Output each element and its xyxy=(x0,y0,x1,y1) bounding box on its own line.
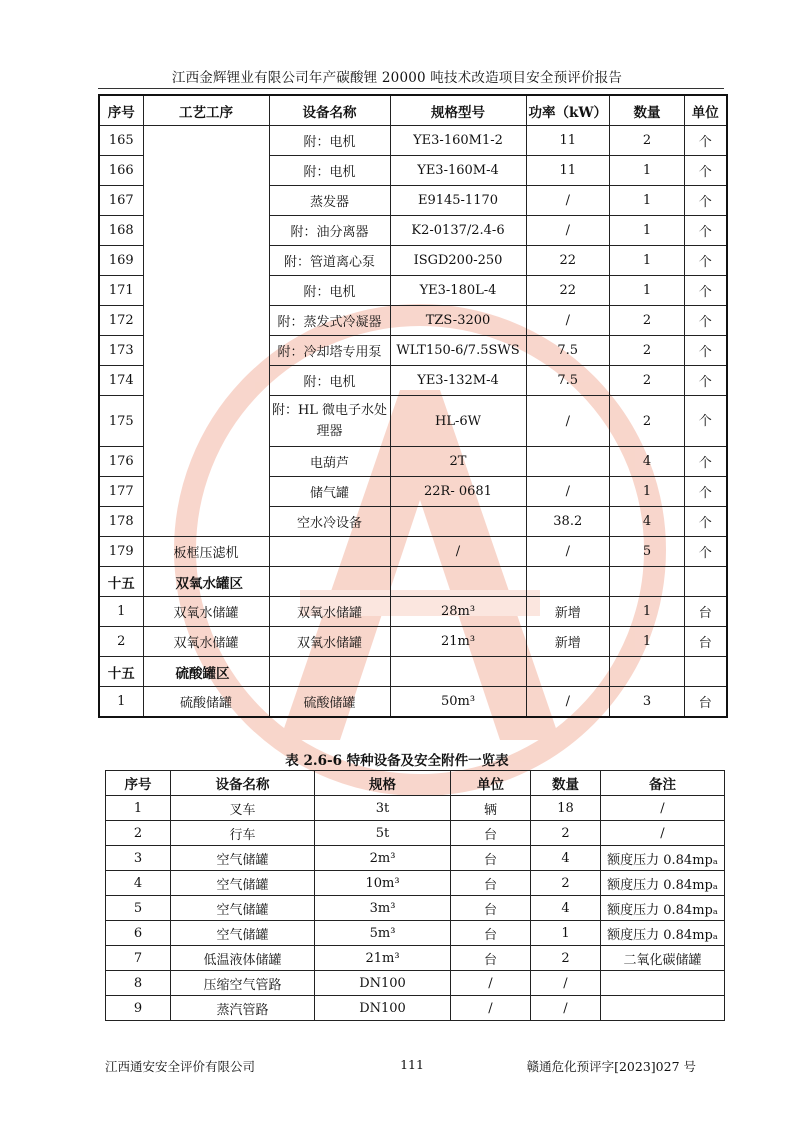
table-row xyxy=(106,946,725,971)
cell-no: 172 xyxy=(99,306,143,336)
cell-spec: 5t xyxy=(315,821,451,846)
cell-qty: 2 xyxy=(531,871,601,896)
footer-doc-number: 赣通危化预评字[2023]027 号 xyxy=(526,1059,696,1074)
col-header-no: 序号 xyxy=(99,95,143,126)
cell-unit: 个 xyxy=(685,366,727,396)
cell-unit: 个 xyxy=(685,507,727,537)
cell-unit: 台 xyxy=(451,921,531,946)
col-header-power: 功率（kW） xyxy=(526,95,610,126)
cell-no: 2 xyxy=(99,627,143,657)
cell-qty: 1 xyxy=(610,186,685,216)
cell-power: / xyxy=(526,306,610,336)
section-row-hydrogen-peroxide xyxy=(99,567,727,597)
cell-model: 50m³ xyxy=(390,687,526,718)
cell-no: 178 xyxy=(99,507,143,537)
cell-no: 1 xyxy=(99,597,143,627)
table-row xyxy=(99,627,727,657)
cell-power: 新增 xyxy=(526,597,610,627)
cell-equipment: 电葫芦 xyxy=(269,447,390,477)
cell-equipment: 附：HL 微电子水处理器 xyxy=(269,396,390,447)
cell-no: 4 xyxy=(106,871,171,896)
cell-no: 7 xyxy=(106,946,171,971)
col-header-equipment: 设备名称 xyxy=(171,771,315,796)
cell-process: 双氧水储罐 xyxy=(143,597,269,627)
cell-equipment: 空水冷设备 xyxy=(269,507,390,537)
cell-unit: 个 xyxy=(685,186,727,216)
cell-unit: 台 xyxy=(451,846,531,871)
table-row xyxy=(99,597,727,627)
table-row xyxy=(106,796,725,821)
cell-model: HL-6W xyxy=(390,396,526,447)
cell-power: 11 xyxy=(526,126,610,156)
cell-no: 173 xyxy=(99,336,143,366)
cell-unit: 个 xyxy=(685,336,727,366)
cell-no: 169 xyxy=(99,246,143,276)
cell-model: 2T xyxy=(390,447,526,477)
table-row xyxy=(106,971,725,996)
cell-remark xyxy=(601,971,725,996)
cell-unit: 台 xyxy=(451,946,531,971)
cell-model: ISGD200-250 xyxy=(390,246,526,276)
cell-unit: 个 xyxy=(685,396,727,447)
cell-model: 28m³ xyxy=(390,597,526,627)
cell-equipment: 储气罐 xyxy=(269,477,390,507)
table-row xyxy=(106,921,725,946)
col-header-no: 序号 xyxy=(106,771,171,796)
cell-power: 38.2 xyxy=(526,507,610,537)
cell-process: 硫酸储罐 xyxy=(143,687,269,718)
cell-spec: DN100 xyxy=(315,996,451,1021)
cell-spec: 10m³ xyxy=(315,871,451,896)
cell-no: 6 xyxy=(106,921,171,946)
cell-remark: / xyxy=(601,821,725,846)
cell-equipment: 空气储罐 xyxy=(171,921,315,946)
cell-unit: 台 xyxy=(685,627,727,657)
table-row xyxy=(106,846,725,871)
table-row xyxy=(106,821,725,846)
cell-equipment: 附：电机 xyxy=(269,156,390,186)
cell-no: 165 xyxy=(99,126,143,156)
cell-equipment: 空气储罐 xyxy=(171,846,315,871)
cell-equipment: 蒸汽管路 xyxy=(171,996,315,1021)
cell-power: / xyxy=(526,216,610,246)
cell-qty: 2 xyxy=(610,396,685,447)
cell-model: YE3-132M-4 xyxy=(390,366,526,396)
cell-qty: 1 xyxy=(610,276,685,306)
cell-qty: 2 xyxy=(610,126,685,156)
cell-equipment: 附：电机 xyxy=(269,366,390,396)
cell-no: 1 xyxy=(99,687,143,718)
cell-equipment: 双氧水储罐 xyxy=(269,627,390,657)
equipment-table xyxy=(98,94,728,718)
cell-process: 板框压滤机 xyxy=(143,537,269,567)
cell-equipment: 压缩空气管路 xyxy=(171,971,315,996)
cell-equipment: 附：管道离心泵 xyxy=(269,246,390,276)
table-row xyxy=(106,896,725,921)
cell-model: E9145-1170 xyxy=(390,186,526,216)
cell-no: 8 xyxy=(106,971,171,996)
cell-no: 168 xyxy=(99,216,143,246)
cell-equipment: 附：油分离器 xyxy=(269,216,390,246)
section-no: 十五 xyxy=(99,567,143,597)
cell-qty: 2 xyxy=(610,366,685,396)
cell-no: 177 xyxy=(99,477,143,507)
table-row xyxy=(106,996,725,1021)
cell-remark: 额度压力 0.84mpₐ xyxy=(601,921,725,946)
col-header-model: 规格型号 xyxy=(390,95,526,126)
cell-qty: / xyxy=(531,996,601,1021)
section-row-sulfuric-acid xyxy=(99,657,727,687)
cell-remark: 二氧化碳储罐 xyxy=(601,946,725,971)
table-row xyxy=(106,871,725,896)
cell-spec: 5m³ xyxy=(315,921,451,946)
cell-remark: 额度压力 0.84mpₐ xyxy=(601,846,725,871)
cell-no: 2 xyxy=(106,821,171,846)
cell-qty: 1 xyxy=(610,477,685,507)
table-row xyxy=(99,687,727,718)
cell-power: / xyxy=(526,537,610,567)
cell-no: 167 xyxy=(99,186,143,216)
cell-power: 22 xyxy=(526,276,610,306)
cell-qty: 1 xyxy=(610,156,685,186)
section-no: 十五 xyxy=(99,657,143,687)
cell-unit: 台 xyxy=(451,896,531,921)
cell-qty: 3 xyxy=(610,687,685,718)
cell-spec: 2m³ xyxy=(315,846,451,871)
footer-page-number: 111 xyxy=(400,1057,424,1072)
cell-qty: 2 xyxy=(610,306,685,336)
cell-equipment: 空气储罐 xyxy=(171,871,315,896)
table-header-row xyxy=(106,771,725,796)
cell-unit: 个 xyxy=(685,477,727,507)
cell-qty: 2 xyxy=(531,946,601,971)
cell-unit: 个 xyxy=(685,306,727,336)
col-header-unit: 单位 xyxy=(685,95,727,126)
cell-equipment: 附：蒸发式冷凝器 xyxy=(269,306,390,336)
cell-unit: 个 xyxy=(685,447,727,477)
cell-equipment xyxy=(269,537,390,567)
cell-spec: 3t xyxy=(315,796,451,821)
cell-equipment: 附：电机 xyxy=(269,126,390,156)
cell-unit: 个 xyxy=(685,537,727,567)
cell-equipment: 双氧水储罐 xyxy=(269,597,390,627)
cell-qty: 1 xyxy=(531,921,601,946)
section-title: 双氧水罐区 xyxy=(143,567,269,597)
cell-power: / xyxy=(526,477,610,507)
cell-unit: 台 xyxy=(685,597,727,627)
table-row xyxy=(99,126,727,156)
cell-unit: / xyxy=(451,971,531,996)
cell-equipment: 附：冷却塔专用泵 xyxy=(269,336,390,366)
cell-equipment: 低温液体储罐 xyxy=(171,946,315,971)
cell-qty: 1 xyxy=(610,246,685,276)
table-caption: 表 2.6-6 特种设备及安全附件一览表 xyxy=(285,753,509,769)
cell-spec: 3m³ xyxy=(315,896,451,921)
cell-unit: 个 xyxy=(685,126,727,156)
col-header-unit: 单位 xyxy=(451,771,531,796)
cell-qty: 2 xyxy=(610,336,685,366)
cell-no: 9 xyxy=(106,996,171,1021)
cell-qty: 4 xyxy=(610,507,685,537)
cell-unit: 辆 xyxy=(451,796,531,821)
cell-remark xyxy=(601,996,725,1021)
cell-spec: DN100 xyxy=(315,971,451,996)
col-header-qty: 数量 xyxy=(610,95,685,126)
cell-no: 175 xyxy=(99,396,143,447)
cell-power xyxy=(526,447,610,477)
cell-equipment: 附：电机 xyxy=(269,276,390,306)
cell-model: YE3-160M-4 xyxy=(390,156,526,186)
col-header-qty: 数量 xyxy=(531,771,601,796)
cell-equipment: 行车 xyxy=(171,821,315,846)
cell-model: 22R- 0681 xyxy=(390,477,526,507)
cell-power: 11 xyxy=(526,156,610,186)
cell-model: 21m³ xyxy=(390,627,526,657)
cell-no: 171 xyxy=(99,276,143,306)
cell-qty: / xyxy=(531,971,601,996)
cell-qty: 1 xyxy=(610,597,685,627)
section-title: 硫酸罐区 xyxy=(143,657,269,687)
cell-equipment: 硫酸储罐 xyxy=(269,687,390,718)
page-header-title: 江西金辉锂业有限公司年产碳酸锂 20000 吨技术改造项目安全预评价报告 xyxy=(171,70,623,86)
cell-equipment: 叉车 xyxy=(171,796,315,821)
cell-power: 新增 xyxy=(526,627,610,657)
cell-power: 7.5 xyxy=(526,366,610,396)
cell-model: WLT150-6/7.5SWS xyxy=(390,336,526,366)
cell-no: 174 xyxy=(99,366,143,396)
cell-remark: 额度压力 0.84mpₐ xyxy=(601,871,725,896)
special-equipment-table xyxy=(105,770,725,1021)
cell-unit: 个 xyxy=(685,156,727,186)
cell-qty: 4 xyxy=(610,447,685,477)
cell-no: 5 xyxy=(106,896,171,921)
cell-power: 7.5 xyxy=(526,336,610,366)
cell-qty: 4 xyxy=(531,896,601,921)
cell-unit: 个 xyxy=(685,276,727,306)
cell-model: YE3-180L-4 xyxy=(390,276,526,306)
cell-model: / xyxy=(390,537,526,567)
cell-process-merged xyxy=(143,126,269,537)
cell-unit: 个 xyxy=(685,246,727,276)
cell-unit: / xyxy=(451,996,531,1021)
cell-power: / xyxy=(526,396,610,447)
cell-remark: 额度压力 0.84mpₐ xyxy=(601,896,725,921)
cell-power: / xyxy=(526,687,610,718)
cell-model: TZS-3200 xyxy=(390,306,526,336)
col-header-equipment: 设备名称 xyxy=(269,95,390,126)
cell-power: / xyxy=(526,186,610,216)
cell-unit: 个 xyxy=(685,216,727,246)
col-header-spec: 规格 xyxy=(315,771,451,796)
cell-model xyxy=(390,507,526,537)
cell-spec: 21m³ xyxy=(315,946,451,971)
cell-no: 1 xyxy=(106,796,171,821)
header-rule xyxy=(98,88,724,89)
cell-qty: 4 xyxy=(531,846,601,871)
table-row xyxy=(99,537,727,567)
cell-equipment: 蒸发器 xyxy=(269,186,390,216)
cell-unit: 台 xyxy=(451,871,531,896)
cell-no: 3 xyxy=(106,846,171,871)
cell-model: K2-0137/2.4-6 xyxy=(390,216,526,246)
cell-no: 176 xyxy=(99,447,143,477)
cell-power: 22 xyxy=(526,246,610,276)
col-header-process: 工艺工序 xyxy=(143,95,269,126)
cell-qty: 1 xyxy=(610,216,685,246)
cell-qty: 1 xyxy=(610,627,685,657)
cell-model: YE3-160M1-2 xyxy=(390,126,526,156)
col-header-remark: 备注 xyxy=(601,771,725,796)
cell-qty: 5 xyxy=(610,537,685,567)
cell-qty: 18 xyxy=(531,796,601,821)
cell-no: 166 xyxy=(99,156,143,186)
cell-equipment: 空气储罐 xyxy=(171,896,315,921)
cell-qty: 2 xyxy=(531,821,601,846)
footer-company: 江西通安安全评价有限公司 xyxy=(105,1059,256,1074)
table-header-row xyxy=(99,95,727,126)
cell-process: 双氧水储罐 xyxy=(143,627,269,657)
cell-no: 179 xyxy=(99,537,143,567)
cell-unit: 台 xyxy=(685,687,727,718)
cell-remark: / xyxy=(601,796,725,821)
cell-unit: 台 xyxy=(451,821,531,846)
